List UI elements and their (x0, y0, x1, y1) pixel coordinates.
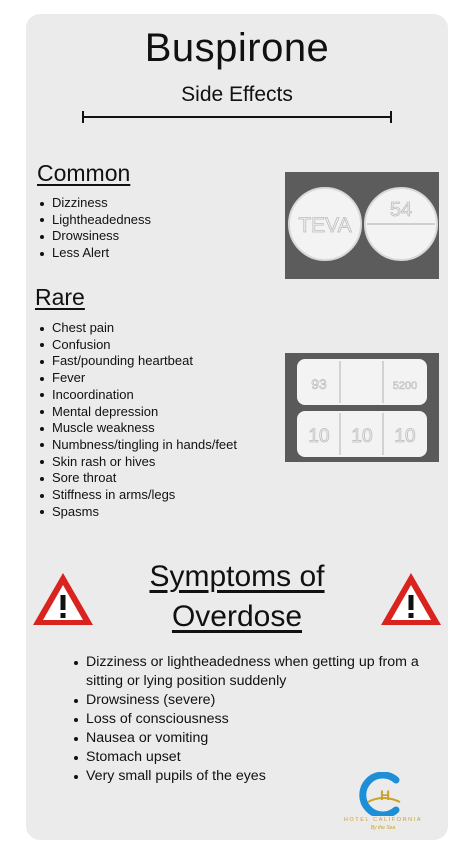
list-item: Chest pain (52, 320, 237, 337)
overdose-heading-line1: Symptoms of (149, 560, 325, 593)
rare-list (38, 320, 237, 520)
logo-letter: H (379, 787, 391, 803)
bar-pill-photo (285, 353, 439, 462)
round-pill-photo (285, 172, 439, 279)
list-item: Lightheadedness (52, 211, 152, 227)
warning-icon (378, 570, 444, 633)
rare-heading: Rare (35, 284, 85, 310)
overdose-list (86, 653, 436, 786)
pill-imprint: 10 (351, 426, 373, 447)
list-item: Less Alert (52, 245, 151, 262)
list-item: Loss of consciousness (86, 710, 436, 729)
list-item: Very small pupils of the eyes (86, 767, 436, 786)
pill-imprint: 10 (394, 426, 416, 447)
logo-tagline: By the Sea (370, 825, 396, 831)
common-list (38, 195, 151, 262)
list-item: Dizziness or lightheadedness when getting up from a sitting or lying position suddenly (86, 653, 436, 691)
list-item: Numbness/tingling in hands/feet (52, 436, 238, 452)
overdose-heading-line2: Overdose (171, 600, 303, 633)
overdose-heading (100, 557, 374, 637)
warning-icon (30, 570, 96, 633)
pill-imprint: 5200 (392, 380, 418, 392)
list-item: Confusion (52, 337, 237, 354)
list-item: Fever (52, 370, 237, 387)
common-heading: Common (37, 160, 131, 186)
list-item: Drowsiness (severe) (86, 691, 436, 710)
list-item: Dizziness (52, 195, 151, 212)
list-item: Nausea or vomiting (86, 729, 436, 748)
list-item: Sore throat (52, 470, 237, 487)
pill-imprint: 54 (389, 199, 413, 221)
hotel-california-logo (338, 772, 428, 832)
page-subtitle: Side Effects (181, 83, 293, 106)
list-item: Drowsiness (52, 228, 151, 245)
list-item: Stiffness in arms/legs (52, 487, 237, 504)
pill-imprint: TEVA (298, 214, 352, 237)
list-item: Spasms (52, 504, 237, 521)
logo-brand: HOTEL CALIFORNIA (343, 817, 423, 823)
list-item: Incoordination (52, 387, 237, 404)
pill-imprint: 93 (311, 376, 327, 392)
pill-imprint: 10 (308, 426, 330, 447)
page-title: Buspirone (144, 26, 330, 70)
list-item: Skin rash or hives (52, 454, 237, 471)
title-divider (82, 116, 392, 118)
list-item: Mental depression (52, 404, 237, 421)
list-item: Fast/pounding heartbeat (52, 353, 237, 370)
list-item: Muscle weakness (52, 420, 237, 437)
list-item: Stomach upset (86, 748, 436, 767)
